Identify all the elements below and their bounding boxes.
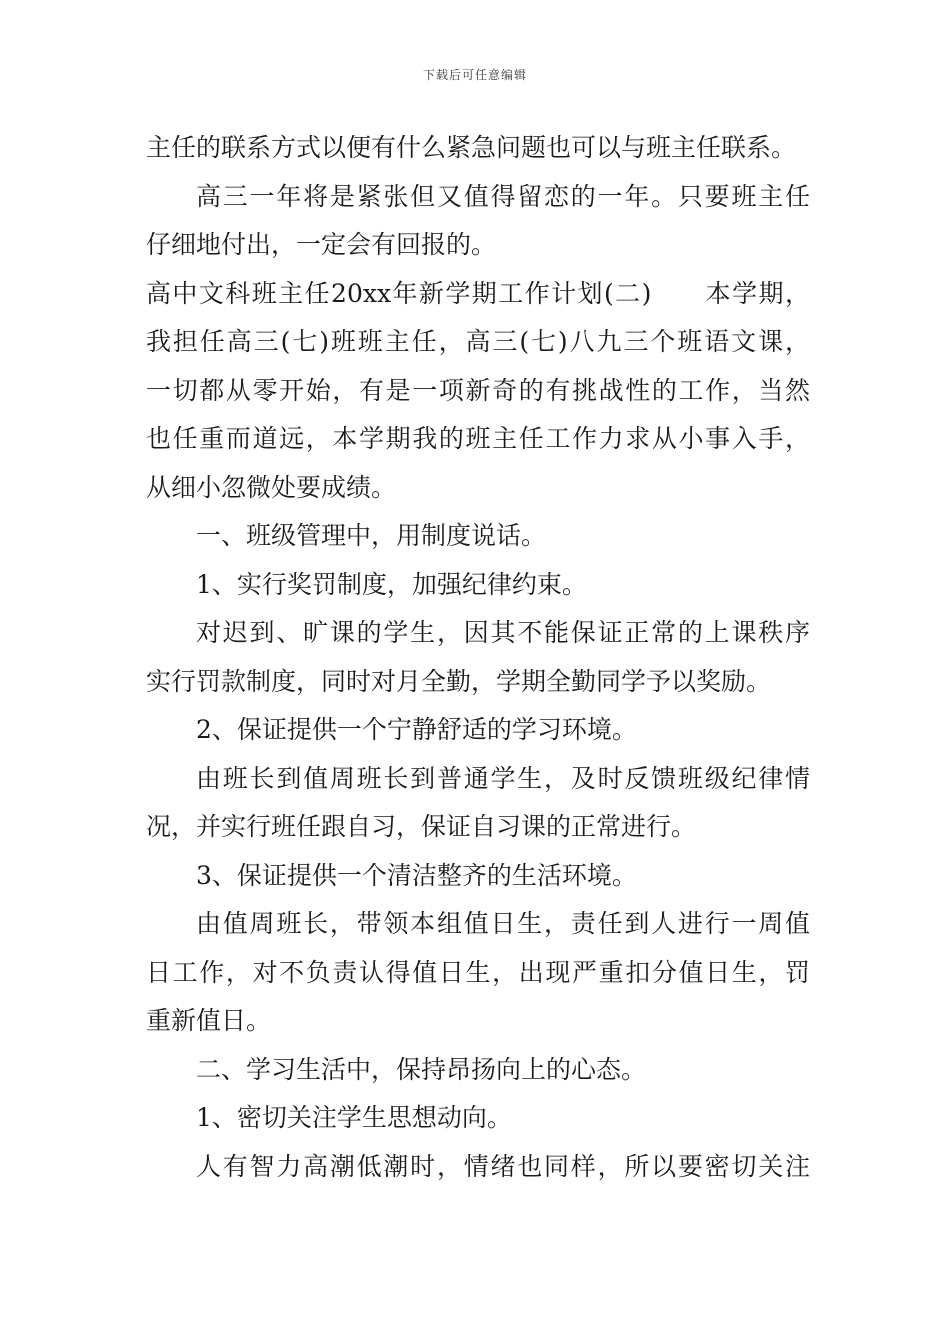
- document-body: [146, 124, 810, 1191]
- text-line: 日工作，对不负责认得值日生，出现严重扣分值日生，罚: [146, 957, 810, 987]
- text-line: 对迟到、旷课的学生，因其不能保证正常的上课秩序: [196, 618, 810, 647]
- text-line: 3、保证提供一个清洁整齐的生活环境。: [196, 860, 637, 890]
- text-line: 高中文科班主任20xx年新学期工作计划(二) 本学期，: [146, 278, 810, 308]
- text-line: 从细小忽微处要成绩。: [146, 472, 397, 502]
- text-line: 高三一年将是紧张但又值得留恋的一年。只要班主任: [196, 181, 810, 211]
- text-line: 由班长到值周班长到普通学生，及时反馈班级纪律情: [196, 763, 810, 793]
- text-line: 仔细地付出，一定会有回报的。: [146, 230, 497, 259]
- text-line: 主任的联系方式以便有什么紧急问题也可以与班主任联系。: [146, 133, 797, 162]
- text-line: 一切都从零开始，有是一项新奇的有挑战性的工作，当然: [146, 375, 810, 405]
- text-line: 人有智力高潮低潮时，情绪也同样，所以要密切关注: [196, 1151, 810, 1181]
- text-line: 我担任高三(七)班班主任，高三(七)八九三个班语文课，: [146, 327, 810, 356]
- text-line: 由值周班长，带领本组值日生，责任到人进行一周值: [196, 909, 810, 938]
- text-line: 1、实行奖罚制度，加强纪律约束。: [196, 569, 587, 599]
- text-line: 一、班级管理中，用制度说话。: [196, 521, 547, 550]
- text-line: 重新值日。: [146, 1006, 272, 1035]
- text-line: 2、保证提供一个宁静舒适的学习环境。: [196, 715, 637, 744]
- text-line: 实行罚款制度，同时对月全勤，学期全勤同学予以奖励。: [146, 666, 772, 696]
- text-line: 1、密切关注学生思想动向。: [196, 1103, 512, 1132]
- text-line: 况，并实行班任跟自习，保证自习课的正常进行。: [146, 812, 697, 841]
- text-line: 也任重而道远，本学期我的班主任工作力求从小事入手，: [146, 424, 810, 453]
- page-header: 下载后可任意编辑: [422, 68, 527, 82]
- text-line: 二、学习生活中，保持昂扬向上的心态。: [196, 1054, 647, 1084]
